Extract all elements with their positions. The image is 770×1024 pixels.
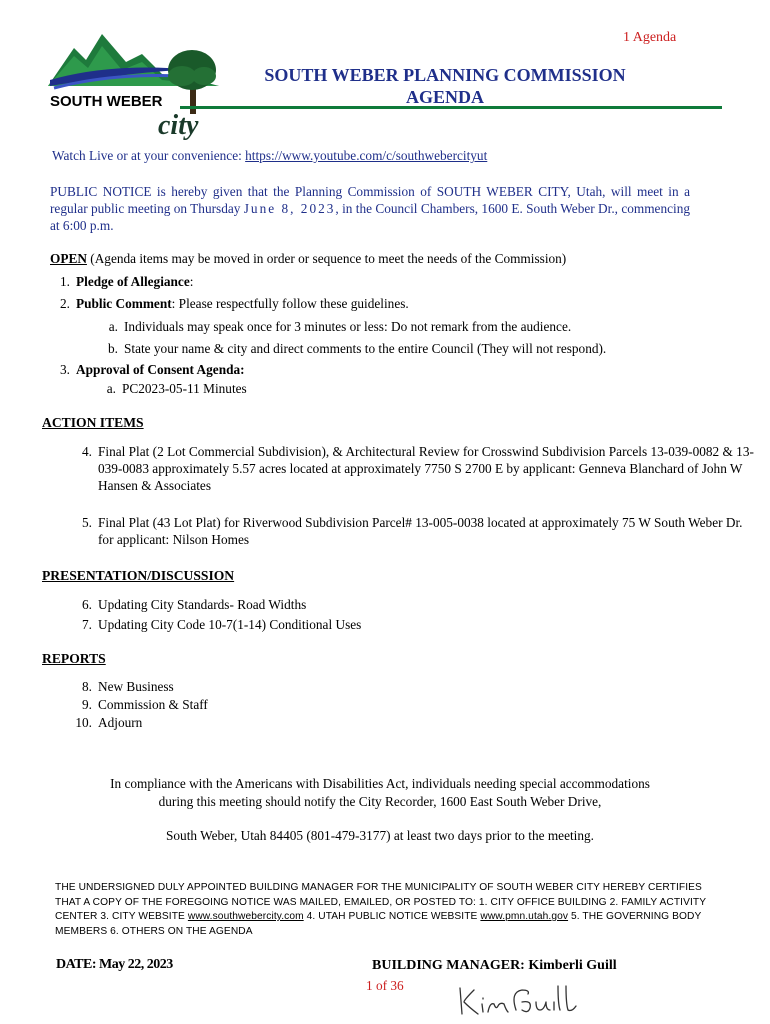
list-subitem bbox=[98, 340, 606, 357]
item-text: Individuals may speak once for 3 minutes or less: Do not remark from the audience. bbox=[124, 319, 572, 334]
ada-line-2: during this meeting should notify the City Recorder, 1600 East South Weber Drive, bbox=[158, 794, 602, 809]
open-section bbox=[50, 251, 566, 267]
title-line-1: SOUTH WEBER PLANNING COMMISSION bbox=[264, 65, 626, 85]
notice-part-1: PUBLIC NOTICE is hereby given that the Planning Commission of SOUTH WEBER CITY, Utah, will meet in a regular public meeting on Thursday bbox=[50, 184, 690, 216]
item-text: Final Plat (2 Lot Commercial Subdivision), & Architectural Review for Crosswind Subdivision Parcels 13-039-0082 & 13-039-0083 approximately 5.57 acres located at approximately 7750 S 2700 E by applicant: Genneva Blanchard of John W Hansen & Associates bbox=[98, 444, 754, 493]
item-text: : bbox=[189, 274, 194, 289]
item-number: 9. bbox=[82, 697, 92, 712]
action-items-heading: ACTION ITEMS bbox=[42, 415, 144, 430]
item-number: 8. bbox=[82, 679, 92, 694]
item-number: a. bbox=[106, 381, 116, 396]
list-item bbox=[68, 678, 174, 695]
list-item bbox=[68, 514, 758, 548]
logo-script: city bbox=[158, 110, 199, 141]
item-text: State your name & city and direct comments to the entire Council (They will not respond). bbox=[124, 341, 607, 356]
list-item bbox=[68, 443, 758, 494]
list-item bbox=[68, 714, 142, 731]
presentation-heading: PRESENTATION/DISCUSSION bbox=[42, 568, 235, 583]
item-number: 2. bbox=[60, 296, 70, 311]
list-item bbox=[46, 361, 245, 378]
item-title: Pledge of Allegiance bbox=[76, 274, 190, 289]
page-number: 1 of 36 bbox=[366, 978, 404, 993]
item-number: 6. bbox=[82, 597, 92, 612]
list-item bbox=[68, 696, 208, 713]
title-line-2: AGENDA bbox=[405, 87, 484, 107]
item-number: 7. bbox=[82, 617, 92, 632]
list-item bbox=[46, 295, 409, 312]
notice-part-2: , in the Council Chambers, 1600 E. South Weber Dr., commencing at 6:00 p.m. bbox=[50, 201, 690, 233]
open-heading: OPEN bbox=[50, 251, 87, 266]
open-note: (Agenda items may be moved in order or sequence to meet the needs of the Commission) bbox=[86, 251, 567, 266]
item-number: 3. bbox=[60, 362, 70, 377]
ada-line-1: In compliance with the Americans with Disabilities Act, individuals needing special accommodations bbox=[110, 776, 650, 791]
item-number: a. bbox=[108, 319, 118, 334]
item-number: b. bbox=[108, 341, 118, 356]
meeting-date: June 8, 2023 bbox=[243, 201, 336, 216]
list-subitem bbox=[98, 318, 571, 335]
item-text: Adjourn bbox=[98, 715, 143, 730]
item-text: Updating City Standards- Road Widths bbox=[98, 597, 307, 612]
item-text: Commission & Staff bbox=[98, 697, 208, 712]
page-marker: 1 Agenda bbox=[623, 30, 677, 45]
watch-live-line bbox=[52, 148, 487, 164]
item-number: 10. bbox=[75, 715, 92, 730]
cert-text: 4. UTAH PUBLIC NOTICE WEBSITE bbox=[303, 911, 481, 922]
logo-text: SOUTH WEBER bbox=[50, 93, 163, 110]
item-title: Approval of Consent Agenda: bbox=[76, 362, 245, 377]
item-text: New Business bbox=[98, 679, 174, 694]
ada-line-3: South Weber, Utah 84405 (801-479-3177) at least two days prior to the meeting. bbox=[166, 828, 594, 843]
posting-certification bbox=[55, 881, 725, 939]
pmn-website-link[interactable]: www.pmn.utah.gov bbox=[480, 911, 569, 922]
cert-text: THE UNDERSIGNED DULY APPOINTED BUILDING MANAGER FOR THE MUNICIPALITY OF SOUTH WEBER CITY HEREBY CERTIFIES THAT A COPY OF THE FOREGOING NOTICE WAS MAILED, EMAILED, OR POSTED TO: 1. CITY OFFICE BUILDING 2. FAMILY ACTIVITY CENTER 3. CITY WEBSITE bbox=[55, 882, 706, 922]
item-number: 5. bbox=[82, 515, 92, 530]
city-website-link[interactable]: www.southwebercity.com bbox=[187, 911, 304, 922]
list-item bbox=[68, 616, 361, 633]
building-manager: BUILDING MANAGER: Kimberli Guill bbox=[372, 958, 617, 973]
item-title: Public Comment bbox=[76, 296, 172, 311]
item-text: PC2023-05-11 Minutes bbox=[122, 381, 247, 396]
youtube-link[interactable]: https://www.youtube.com/c/southwebercityut bbox=[245, 148, 488, 163]
list-item bbox=[68, 596, 306, 613]
document-title bbox=[230, 64, 660, 108]
watch-prefix: Watch Live or at your convenience: bbox=[52, 148, 246, 163]
list-item bbox=[46, 273, 193, 290]
item-number: 1. bbox=[60, 274, 70, 289]
item-text: Updating City Code 10-7(1-14) Conditional Uses bbox=[98, 617, 362, 632]
public-notice bbox=[50, 183, 690, 234]
item-text: : Please respectfully follow these guidelines. bbox=[171, 296, 409, 311]
posting-date: DATE: May 22, 2023 bbox=[56, 957, 173, 972]
signature-image bbox=[452, 980, 582, 1020]
item-text: Final Plat (43 Lot Plat) for Riverwood Subdivision Parcel# 13-005-0038 located at approximately 75 W South Weber Dr. for applicant: Nilson Homes bbox=[98, 515, 743, 547]
cert-text: 5. THE GOVERNING BODY MEMBERS 6. OTHERS ON THE AGENDA bbox=[55, 911, 702, 937]
item-number: 4. bbox=[82, 444, 92, 459]
list-subitem bbox=[96, 380, 247, 397]
reports-heading: REPORTS bbox=[42, 651, 106, 666]
south-weber-city-logo bbox=[44, 26, 219, 144]
